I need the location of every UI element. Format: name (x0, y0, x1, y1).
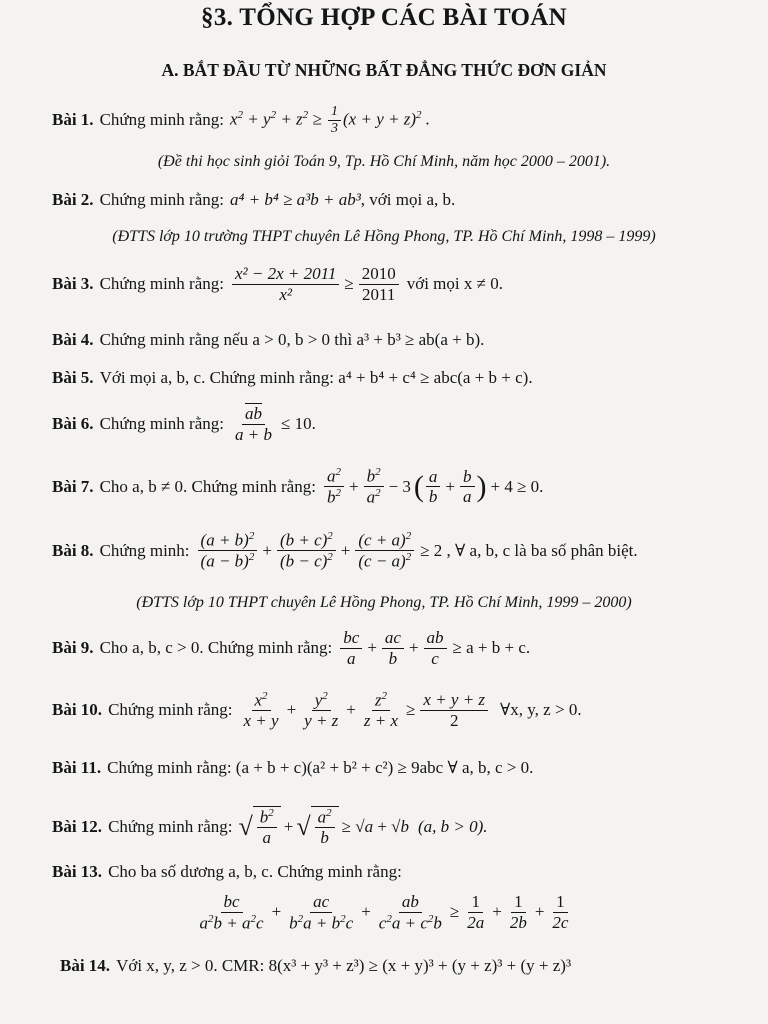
problem-2-text: Chứng minh rằng: (99, 190, 224, 209)
problem-6-label: Bài 6. (52, 413, 94, 433)
problem-14 (60, 956, 760, 976)
problem-8: Bài 8. Chứng minh: $\frac{(a + b)^2}{(a - b)^2}$ + $\frac{(b + c)^2}{(b - c)^2}$ + $\frac{(c + a)^2}{(c - a)^2}$ ≥ 2 , ∀ a, b, c là ba số phân biệt. (52, 530, 638, 571)
problem-3-suffix: với mọi x ≠ 0. (406, 273, 503, 293)
problem-12-text: Chứng minh rằng: (108, 816, 233, 836)
problem-3-label: Bài 3. (52, 273, 94, 293)
problem-5-text: Với mọi a, b, c. Chứng minh rằng: a⁴ + b⁴ + c⁴ ≥ abc(a + b + c). (99, 368, 533, 387)
problem-6-fraction: $\frac{\overline{ab}}{a + b}$ (235, 404, 272, 444)
problem-10: Bài 10. Chứng minh rằng: $\frac{x^2}{x + y}$ + $\frac{y^2}{y + z}$ + $\frac{z^2}{z + x}$ ≥ $\frac{x + y + z}{2}$ ∀x, y, z > 0. (52, 690, 582, 731)
problem-13-label: Bài 13. (52, 862, 103, 881)
problem-9-text: Cho a, b, c > 0. Chứng minh rằng: (99, 637, 333, 657)
problem-8-text: Chứng minh: (99, 540, 190, 560)
problem-9-label: Bài 9. (52, 637, 94, 657)
problem-11-label: Bài 11. (52, 758, 102, 777)
problem-7: Bài 7. Cho a, b ≠ 0. Chứng minh rằng: $\frac{a^2}{b^2}$ + $\frac{b^2}{a^2}$ − 3 ( $\frac{a}{b}$ + $\frac{b}{a}$ ) + 4 ≥ 0. (52, 466, 544, 507)
problem-13-equation: $\frac{bc}{a^2b + a^2c}$ + $\frac{ac}{b^2a + b^2c}$ + $\frac{ab}{c^2a + c^2b}$ ≥ $\frac{1}{2a}$ + $\frac{1}{2b}$ + $\frac{1}{2c}$ (199, 892, 569, 933)
problem-2-label: Bài 2. (52, 190, 94, 209)
problem-10-suffix: ∀x, y, z > 0. (500, 700, 582, 720)
problem-3-text: Chứng minh rằng: (99, 273, 224, 293)
problem-6-suffix: ≤ 10. (280, 413, 316, 433)
source-2: (ĐTTS lớp 10 trường THPT chuyên Lê Hồng Phong, TP. Hồ Chí Minh, 1998 – 1999) (112, 228, 656, 245)
problem-10-rhs-fraction: $\frac{x + y + z}{2}$ (420, 690, 488, 730)
problem-4-label: Bài 4. (52, 330, 94, 349)
problem-10-label: Bài 10. (52, 700, 103, 720)
problem-7-label: Bài 7. (52, 476, 94, 496)
source-3: (ĐTTS lớp 10 THPT chuyên Lê Hồng Phong, TP. Hồ Chí Minh, 1999 – 2000) (136, 594, 632, 611)
problem-2-suffix: , với mọi a, b. (360, 190, 456, 209)
problem-3: Bài 3. Chứng minh rằng: $\frac{\text{x² − 2x + 2011}}{\text{x²}}$ ≥ $\frac{2010}{2011}$ với mọi x ≠ 0. (52, 264, 503, 304)
problem-10-text: Chứng minh rằng: (108, 700, 233, 720)
problem-9: Bài 9. Cho a, b, c > 0. Chứng minh rằng: $\frac{bc}{a}$ + $\frac{ac}{b}$ + $\frac{ab}{c}$ ≥ a + b + c. (52, 628, 531, 668)
problem-12-label: Bài 12. (52, 816, 103, 836)
problem-5 (52, 368, 752, 388)
problem-2 (52, 190, 752, 210)
problem-14-label: Bài 14. (60, 956, 111, 975)
problem-11-text: Chứng minh rằng: (a + b + c)(a² + b² + c²) ≥ 9abc ∀ a, b, c > 0. (107, 758, 534, 777)
problem-11 (52, 758, 752, 778)
problem-7-suffix: + 4 ≥ 0. (490, 476, 544, 496)
problem-1-label: Bài 1. (52, 110, 94, 130)
problem-8-suffix: ≥ 2 , ∀ a, b, c là ba số phân biệt. (420, 540, 638, 560)
problem-6-text: Chứng minh rằng: (99, 413, 224, 433)
problem-14-text: Với x, y, z > 0. CMR: 8(x³ + y³ + z³) ≥ (x + y)³ + (y + z)³ + (y + z)³ (116, 956, 572, 975)
problem-1-text: Chứng minh rằng: (99, 110, 224, 130)
problem-6 (52, 404, 752, 444)
problem-8-label: Bài 8. (52, 540, 94, 560)
source-1: (Đề thi học sinh giỏi Toán 9, Tp. Hồ Chí Minh, năm học 2000 – 2001). (157, 153, 611, 170)
problem-13 (52, 862, 752, 882)
problem-3-rhs-fraction: $\frac{2010}{2011}$ (359, 264, 399, 304)
problem-9-suffix: ≥ a + b + c. (452, 637, 531, 657)
section-subtitle: A. BẮT ĐẦU TỪ NHỮNG BẤT ĐẲNG THỨC ĐƠN GIẢN (161, 60, 607, 80)
problem-3-lhs-fraction: $\frac{\text{x² − 2x + 2011}}{\text{x²}}$ (232, 264, 339, 304)
problem-5-label: Bài 5. (52, 368, 94, 387)
problem-4-text: Chứng minh rằng nếu a > 0, b > 0 thì a³ + b³ ≥ ab(a + b). (99, 330, 485, 349)
problem-12: Bài 12. Chứng minh rằng: √ $\frac{b^2}{a}$ + √ $\frac{a^2}{b}$ ≥ √a + √b (a, b > 0). (52, 807, 488, 848)
problem-13-text: Cho ba số dương a, b, c. Chứng minh rằng: (108, 862, 402, 881)
problem-1-math: $x^2 + y^2 + z^2$ ≥ $\frac{1}{3}$ $(x + y + z)^2$ . (230, 104, 430, 137)
page-title: §3. TỔNG HỢP CÁC BÀI TOÁN (201, 4, 567, 31)
problem-2-math: a⁴ + b⁴ ≥ a³b + ab³ (230, 190, 361, 209)
problem-12-suffix: (a, b > 0). (418, 816, 488, 836)
problem-7-text: Cho a, b ≠ 0. Chứng minh rằng: (99, 476, 316, 496)
problem-4 (52, 330, 752, 350)
problem-1 (52, 104, 752, 137)
